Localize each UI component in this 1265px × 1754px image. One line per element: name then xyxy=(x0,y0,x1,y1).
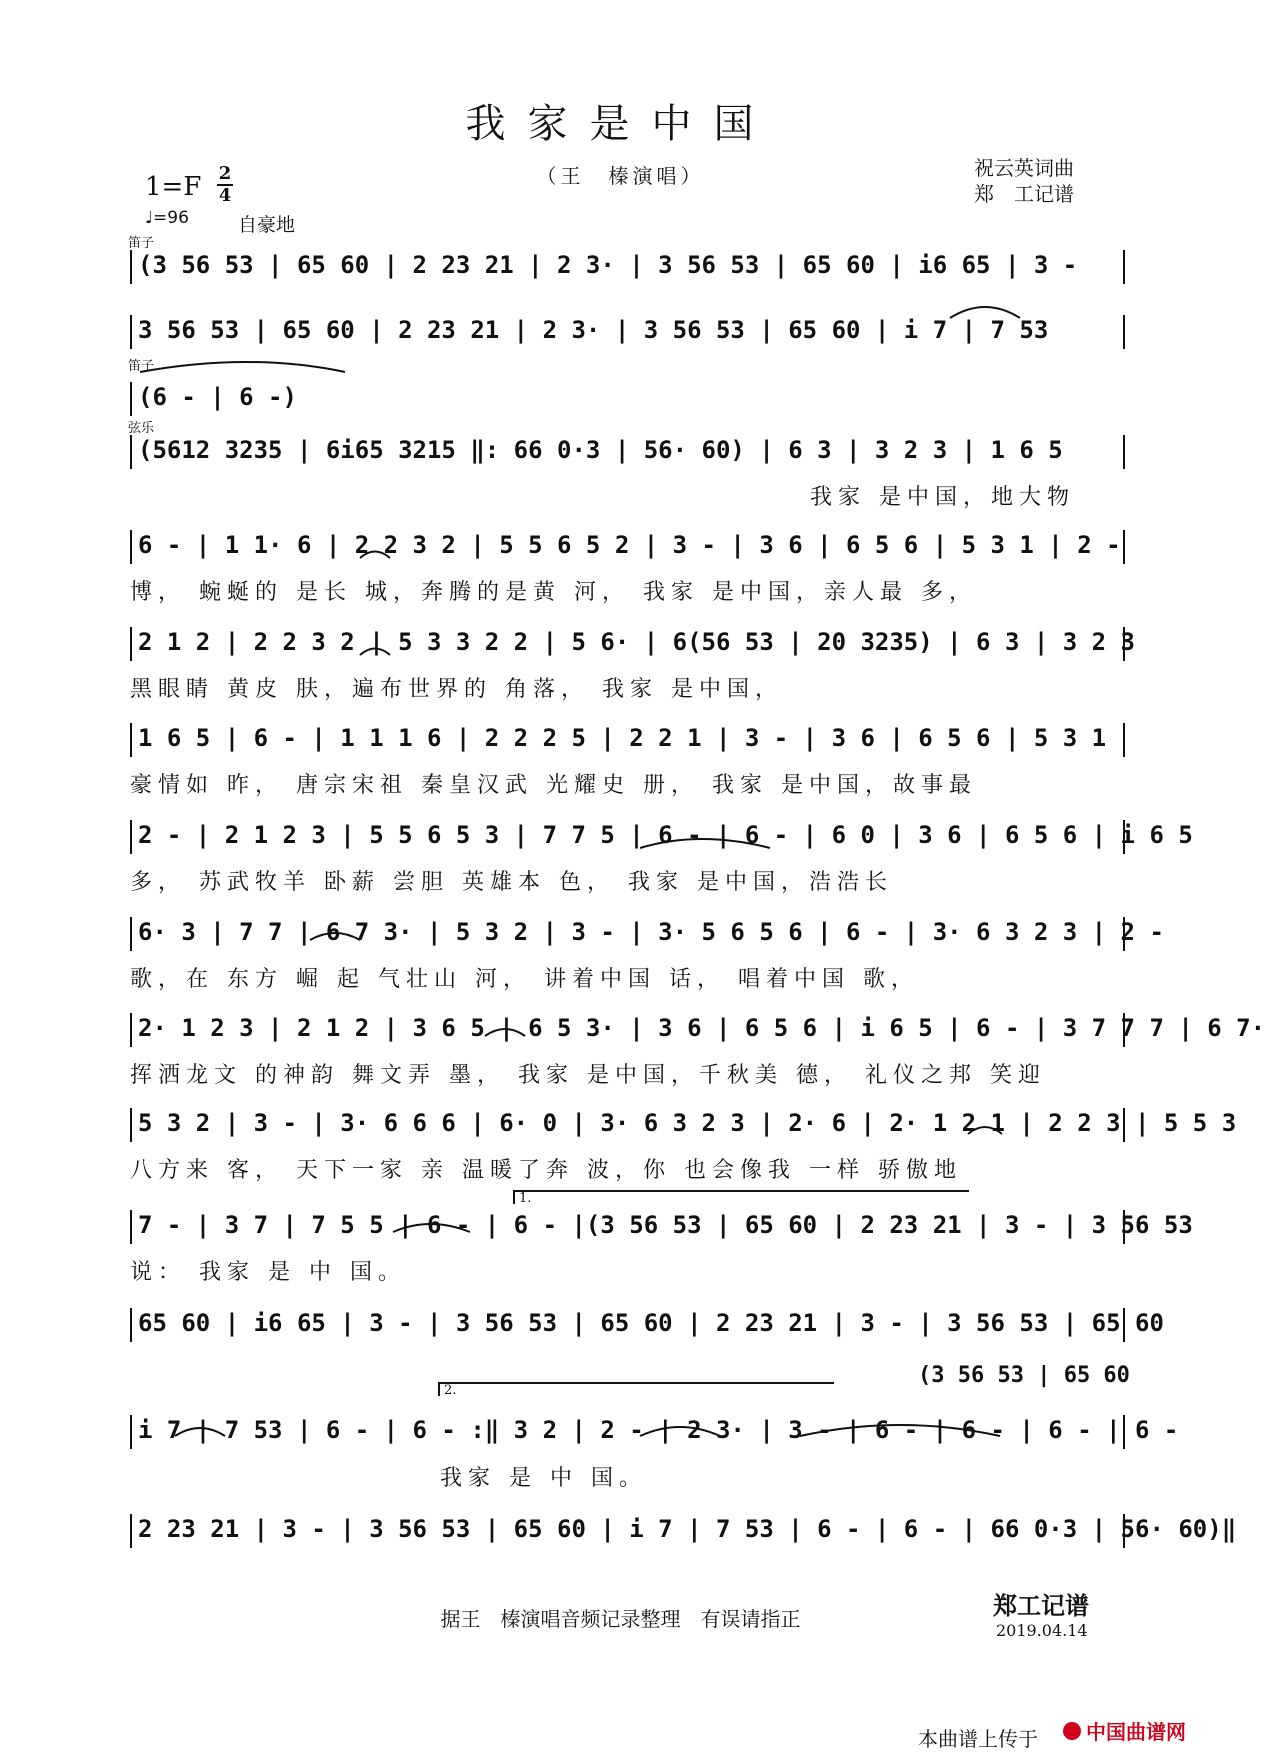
time-signature-bottom: 4 xyxy=(218,185,232,206)
lyric-line: 挥洒龙文 的神韵 舞文弄 墨， 我家 是中国，千秋美 德， 礼仪之邦 笑迎 xyxy=(130,1063,1046,1088)
time-signature-top: 2 xyxy=(218,163,232,184)
dizi-counter-melody: (3 56 53 | 65 60 xyxy=(918,1363,1130,1388)
lyric-line: 多， 苏武牧羊 卧薪 尝胆 英雄本 色， 我家 是中国，浩浩长 xyxy=(130,870,893,895)
notation-row: 6· 3 | 7 7 | 6 7 3· | 5 3 2 | 3 - | 3· 5 6 5 6 | 6 - | 3· 6 3 2 3 | 2 - xyxy=(130,917,1125,951)
notation-row: 2 1 2 | 2 2 3 2 | 5 3 3 2 2 | 5 6· | 6(56 53 | 20 3235) | 6 3 | 3 2 3 xyxy=(130,627,1125,661)
slur-mark xyxy=(140,362,345,372)
volta-second-ending: 2. xyxy=(438,1382,834,1396)
expression-marking: 自豪地 xyxy=(238,214,296,236)
notation-row: (6 - | 6 -) xyxy=(130,382,468,416)
lyric-line: 豪情如 昨， 唐宗宋祖 秦皇汉武 光耀史 册， 我家 是中国，故事最 xyxy=(130,773,977,798)
notation-row: 7 - | 3 7 | 7 5 5 | 6 - | 6 - |(3 56 53 | 65 60 | 2 23 21 | 3 - | 3 56 53 xyxy=(130,1210,1125,1244)
slur-mark xyxy=(360,649,390,656)
transcriber-stamp: 郑工记谱 xyxy=(993,1592,1089,1620)
composer-credit: 祝云英词曲 xyxy=(974,156,1074,180)
notation-row: 3 56 53 | 65 60 | 2 23 21 | 2 3· | 3 56 53 | 65 60 | i 7 | 7 53 xyxy=(130,315,1125,349)
site-logo-text: 中国曲谱网 xyxy=(1086,1720,1186,1744)
transcription-note: 据王 榛演唱音频记录整理 有误请指正 xyxy=(440,1607,801,1631)
notation-row: 1 6 5 | 6 - | 1 1 1 6 | 2 2 2 5 | 2 2 1 | 3 - | 3 6 | 6 5 6 | 5 3 1 xyxy=(130,723,1125,757)
slur-mark xyxy=(800,1425,1000,1436)
slur-mark xyxy=(640,839,770,848)
slur-mark xyxy=(950,307,1020,318)
slur-mark xyxy=(360,552,390,559)
slur-mark xyxy=(640,1427,720,1436)
notation-row: 5 3 2 | 3 - | 3· 6 6 6 | 6· 0 | 3· 6 3 2 3 | 2· 6 | 2· 1 2 1 | 2 2 3 | 5 5 3 xyxy=(130,1108,1125,1142)
performer-subtitle: （王 榛演唱） xyxy=(536,164,705,188)
slur-mark xyxy=(310,933,360,940)
transcription-date: 2019.04.14 xyxy=(996,1621,1088,1640)
instrument-label-dizi: 笛子 xyxy=(128,236,155,251)
notation-row: 2 23 21 | 3 - | 3 56 53 | 65 60 | i 7 | 7 53 | 6 - | 6 - | 66 0·3 | 56· 60)‖ xyxy=(130,1514,1125,1548)
instrument-label-xianyue: 弦乐 xyxy=(128,421,155,436)
lyric-line: 黑眼睛 黄皮 肤，遍布世界的 角落， 我家 是中国， xyxy=(130,677,783,702)
slur-mark xyxy=(393,1224,470,1232)
lyric-line: 八方来 客， 天下一家 亲 温暖了奔 波，你 也会像我 一样 骄傲地 xyxy=(130,1158,962,1183)
page-title: 我家是中国 xyxy=(465,101,776,147)
lyric-line: 说： 我家 是 中 国。 xyxy=(130,1260,406,1285)
key-signature: 1=F xyxy=(145,172,202,202)
slur-mark xyxy=(485,1029,525,1036)
instrument-label-dizi: 笛子 xyxy=(128,359,155,374)
site-logo[interactable] xyxy=(1060,1716,1230,1746)
upload-notice: 本曲谱上传于 xyxy=(918,1727,1038,1751)
lyric-line: 博， 蜿蜒的 是长 城，奔腾的是黄 河， 我家 是中国，亲人最 多， xyxy=(130,580,977,605)
notation-row: (3 56 53 | 65 60 | 2 23 21 | 2 3· | 3 56 53 | 65 60 | i6 65 | 3 - xyxy=(130,250,1125,284)
volta-first-ending: 1. xyxy=(513,1190,969,1204)
notation-row: (5612 3235 | 6i65 3215 ‖: 66 0·3 | 56· 60) | 6 3 | 3 2 3 | 1 6 5 xyxy=(130,435,1125,469)
notation-row: i 7 | 7 53 | 6 - | 6 - :‖ 3 2 | 2 - | 2 3· | 3 - | 6 - | 6 - | 6 - | 6 - xyxy=(130,1415,1125,1449)
lyric-line: 我家 是 中 国。 xyxy=(440,1466,647,1491)
notation-row: 2· 1 2 3 | 2 1 2 | 3 6 5 | 6 5 3· | 3 6 | 6 5 6 | i 6 5 | 6 - | 3 7 7 7 | 6 7· xyxy=(130,1013,1125,1047)
site-logo-mark xyxy=(1063,1722,1081,1740)
lyric-line: 我家 是中国，地大物 xyxy=(810,485,1075,510)
notation-row: 65 60 | i6 65 | 3 - | 3 56 53 | 65 60 | 2 23 21 | 3 - | 3 56 53 | 65 60 xyxy=(130,1308,1125,1342)
notation-row: 2 - | 2 1 2 3 | 5 5 6 5 3 | 7 7 5 | 6 - | 6 - | 6 0 | 3 6 | 6 5 6 | i 6 5 xyxy=(130,820,1125,854)
slur-mark xyxy=(175,1428,225,1436)
lyric-line: 歌，在 东方 崛 起 气壮山 河， 讲着中国 话， 唱着中国 歌， xyxy=(130,967,919,992)
transcriber-credit: 郑 工记谱 xyxy=(974,182,1074,206)
notation-row: 6 - | 1 1· 6 | 2 2 3 2 | 5 5 6 5 2 | 3 - | 3 6 | 6 5 6 | 5 3 1 | 2 - xyxy=(130,530,1125,564)
slur-mark xyxy=(968,1127,1002,1134)
tempo-marking: ♩=96 xyxy=(145,208,189,228)
